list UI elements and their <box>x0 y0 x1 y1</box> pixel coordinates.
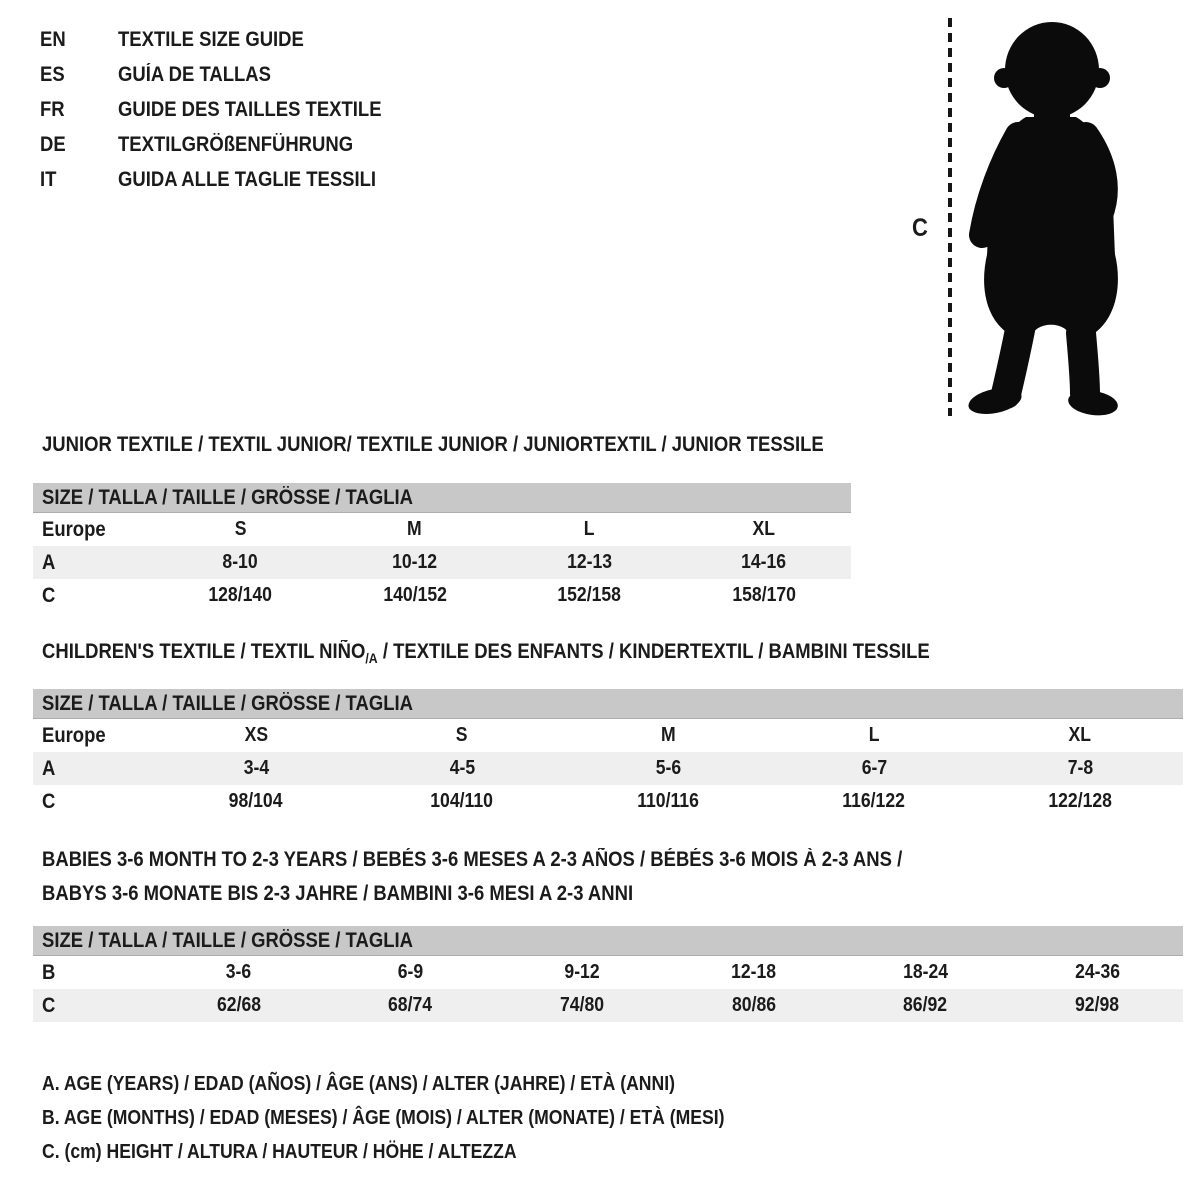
size-value: 80/86 <box>731 994 776 1016</box>
table-row-c <box>33 785 1183 818</box>
size-value: 9-12 <box>564 961 600 983</box>
language-title: GUÍA DE TALLAS <box>118 62 271 86</box>
language-row <box>40 162 417 197</box>
height-label-c: C <box>912 214 928 242</box>
table-row-europe <box>33 513 851 546</box>
size-value: 3-6 <box>226 961 252 983</box>
language-title: TEXTILGRÖßENFÜHRUNG <box>118 132 354 156</box>
size-value: 24-36 <box>1074 961 1120 983</box>
size-value: XL <box>1068 724 1092 746</box>
language-list <box>40 22 417 197</box>
size-value: 68/74 <box>388 994 433 1016</box>
size-value: 140/152 <box>382 584 447 606</box>
babies-section-title-line2: BABYS 3-6 MONATE BIS 2-3 JAHRE / BAMBINI 3-6 MESI A 2-3 ANNI <box>42 882 634 905</box>
legend-line-c: C. (cm) HEIGHT / ALTURA / HAUTEUR / HÖHE / ALTEZZA <box>42 1141 517 1163</box>
size-value: 152/158 <box>557 584 622 606</box>
height-dashed-line <box>948 18 952 416</box>
size-value: XL <box>752 518 775 540</box>
children-title-part2: / TEXTILE DES ENFANTS / KINDERTEXTIL / BAMBINI TESSILE <box>377 640 930 663</box>
row-label: Europe <box>42 517 106 541</box>
size-value: M <box>660 724 676 746</box>
size-value: M <box>407 518 423 540</box>
children-section-title <box>42 640 1051 666</box>
language-row <box>40 57 417 92</box>
size-table-header: SIZE / TALLA / TAILLE / GRÖSSE / TAGLIA <box>33 689 1183 719</box>
babies-section-title-line1: BABIES 3-6 MONTH TO 2-3 YEARS / BEBÉS 3-6 MESES A 2-3 AÑOS / BÉBÉS 3-6 MOIS À 2-3 ANS / <box>42 848 903 871</box>
size-value: 74/80 <box>560 994 605 1016</box>
table-row-a <box>33 752 1183 785</box>
size-value: 4-5 <box>449 757 475 779</box>
language-code: DE <box>40 132 66 156</box>
size-value: 128/140 <box>208 584 273 606</box>
size-value: 110/116 <box>637 790 699 812</box>
children-title-part1: CHILDREN'S TEXTILE / TEXTIL NIÑO <box>42 640 366 663</box>
size-value: 12-18 <box>731 961 777 983</box>
junior-section-title: JUNIOR TEXTILE / TEXTIL JUNIOR/ TEXTILE JUNIOR / JUNIORTEXTIL / JUNIOR TESSILE <box>42 433 824 456</box>
size-value: 6-9 <box>397 961 424 983</box>
size-value: 92/98 <box>1075 994 1120 1016</box>
legend-line-a: A. AGE (YEARS) / EDAD (AÑOS) / ÂGE (ANS) / ALTER (JAHRE) / ETÀ (ANNI) <box>42 1073 675 1095</box>
size-value: 6-7 <box>861 757 887 779</box>
table-row-europe <box>33 719 1183 752</box>
language-row <box>40 92 417 127</box>
size-value: 18-24 <box>903 961 949 983</box>
row-label: Europe <box>42 723 106 747</box>
language-code: ES <box>40 62 65 86</box>
size-value: 116/122 <box>842 790 906 812</box>
size-table-header: SIZE / TALLA / TAILLE / GRÖSSE / TAGLIA <box>33 483 851 513</box>
table-row-a <box>33 546 851 579</box>
language-code: EN <box>40 27 66 51</box>
language-title: GUIDA ALLE TAGLIE TESSILI <box>118 167 377 191</box>
size-table-header: SIZE / TALLA / TAILLE / GRÖSSE / TAGLIA <box>33 926 1183 956</box>
size-value: 7-8 <box>1067 757 1093 779</box>
row-label: B <box>42 960 56 984</box>
junior-size-table <box>33 483 851 612</box>
size-value: XS <box>244 724 268 746</box>
size-value: 10-12 <box>392 551 438 573</box>
size-value: L <box>583 518 595 540</box>
row-label: C <box>42 789 56 813</box>
children-title-subscript: /A <box>365 650 378 666</box>
table-row-b <box>33 956 1183 989</box>
row-label: A <box>42 756 56 780</box>
size-value: 5-6 <box>655 757 681 779</box>
size-value: 12-13 <box>566 551 612 573</box>
legend-line-b: B. AGE (MONTHS) / EDAD (MESES) / ÂGE (MOIS) / ALTER (MONATE) / ETÀ (MESI) <box>42 1107 725 1129</box>
table-row-c <box>33 579 851 612</box>
size-value: 62/68 <box>216 994 261 1016</box>
size-value: 86/92 <box>903 994 948 1016</box>
language-title: TEXTILE SIZE GUIDE <box>118 27 304 51</box>
children-size-table <box>33 689 1183 818</box>
language-row <box>40 22 417 57</box>
size-value: 98/104 <box>229 790 283 812</box>
size-value: S <box>456 724 468 746</box>
language-title: GUIDE DES TAILLES TEXTILE <box>118 97 382 121</box>
size-value: 14-16 <box>741 551 787 573</box>
size-value: 122/128 <box>1048 790 1112 812</box>
toddler-silhouette-icon <box>962 14 1140 416</box>
babies-size-table <box>33 926 1183 1022</box>
language-row <box>40 127 417 162</box>
size-value: 158/170 <box>731 584 796 606</box>
size-value: S <box>234 518 247 540</box>
size-value: L <box>868 724 880 746</box>
size-value: 8-10 <box>222 551 258 573</box>
language-code: IT <box>40 167 57 191</box>
size-value: 3-4 <box>243 757 269 779</box>
row-label: C <box>42 993 56 1017</box>
size-value: 104/110 <box>430 790 494 812</box>
row-label: A <box>42 550 56 574</box>
row-label: C <box>42 583 56 607</box>
language-code: FR <box>40 97 65 121</box>
table-row-c <box>33 989 1183 1022</box>
